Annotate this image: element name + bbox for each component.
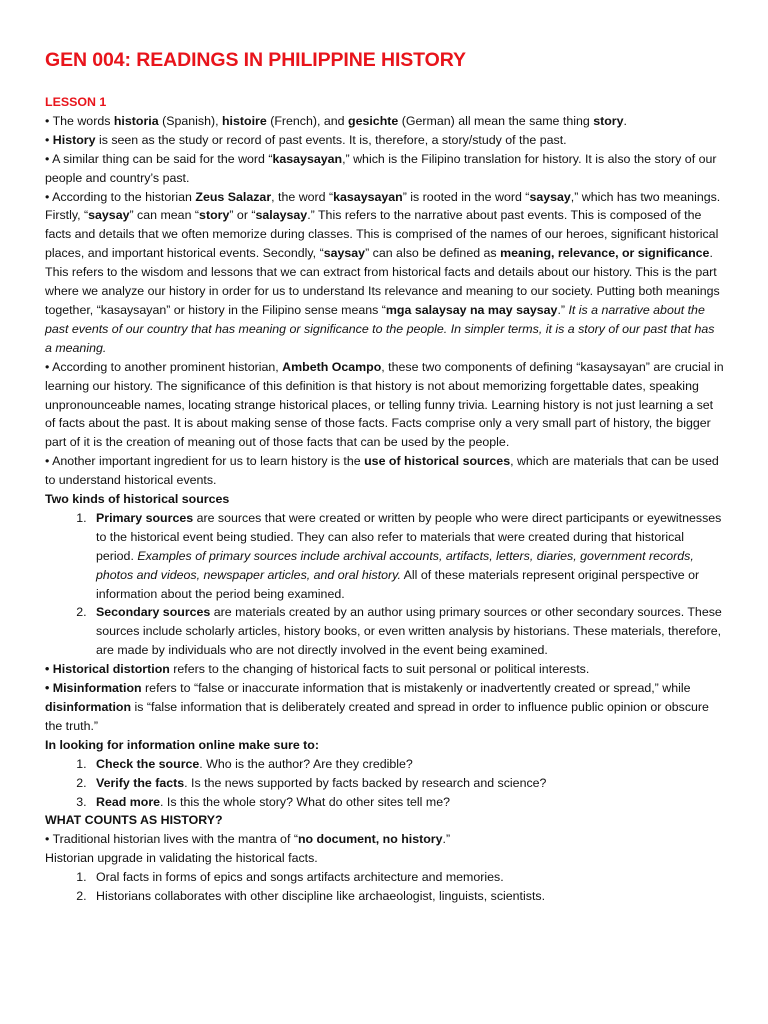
bullet: • [45,189,50,204]
term: disinformation [45,700,132,714]
text: are sources that were created or written by people who were direct participants or eyewitnesses to the historical event being studied. They can also refer to materials that were created during that historical period. [96,510,722,563]
term: saysay [529,189,571,204]
term: saysay [323,246,366,261]
list-item [90,603,724,660]
paragraph-word-origins [45,112,724,131]
text: According to another prominent historian, [52,359,283,374]
list-item [90,755,724,774]
list-item: 1. Oral facts in forms of epics and songs artifacts architecture and memories. [90,868,724,887]
text: .” [442,832,451,847]
emphasis: It is a narrative about the past events of our country that has meaning or significance to the people. In simpler terms, it is a story of our past that has a meaning. [45,302,715,355]
paragraph-zeus-salazar [45,188,724,358]
term: saysay [88,208,130,223]
text: ” or “ [229,208,256,223]
text: . This refers to the wisdom and lessons that we can extract from historical facts and details about our history. This is the part where we analyze our history in order for us to understand Its relevance and meaning to our society. Putting both meanings together, “kasaysayan” or history in the Filipino sense means “ [45,246,720,317]
text: . Is the news supported by facts backed by research and science? [184,775,547,790]
term: Misinformation [52,681,142,696]
paragraph-traditional-historian [45,830,724,849]
emphasis: Examples of primary sources include archival accounts, artifacts, letters, diaries, government records, photos and videos, newspaper articles, and oral history. [96,548,694,582]
text: The words [52,113,114,128]
bullet: • [45,681,50,696]
text: is “false information that is deliberately created and spread in order to influence public opinion or obscure the truth.” [45,700,709,733]
text: ” can also be defined as [365,246,501,261]
term: Read more [96,794,161,809]
term: Secondary sources [96,605,211,620]
text: .” [557,302,569,317]
bullet: • [45,832,50,847]
term: Historical distortion [52,662,170,677]
paragraph-historical-distortion [45,660,724,679]
text: A similar thing can be said for the word “ [52,151,273,166]
online-checklist [45,755,724,812]
term: History [52,132,96,147]
text: are materials created by an author using primary sources or other secondary sources. These sources include scholarly articles, history books, or even written analysis by historians. These materials, therefore, are made by individuals who are not directly involved in the event being examined. [96,605,722,658]
term: story [199,208,230,223]
text: ,” which has two meanings. Firstly, “ [45,189,721,223]
sources-list [45,509,724,660]
term: story [593,113,624,128]
text: ,” which is the Filipino translation for history. It is also the story of our people and country’s past. [45,151,717,185]
what-counts-heading [45,811,724,830]
lesson-heading: LESSON 1 [45,95,107,109]
list-item [90,509,724,604]
text: refers to the changing of historical facts to suit personal or political interests. [169,662,590,677]
paragraph-kasaysayan [45,150,724,188]
list-item [90,793,724,812]
term: Zeus Salazar [195,189,272,204]
term: kasaysayan [272,151,343,166]
text: All of these materials represent original perspective or information about the period being examined. [96,567,700,601]
paragraph-historical-sources [45,452,724,490]
text: ” is rooted in the word “ [402,189,530,204]
text: According to the historian [52,189,196,204]
term: mga salaysay na may saysay [385,302,558,317]
text: refers to “false or inaccurate information that is mistakenly or inadvertently created or spread,” while [141,681,691,696]
term: use of historical sources [364,454,511,469]
text: , the word “ [271,189,334,204]
list-item: 2. Historians collaborates with other discipline like archaeologist, linguists, scientists. [90,887,724,906]
text: .” This refers to the narrative about past events. This is composed of the facts and details that we often memorize during classes. This is comprised of the names of our heroes, significant historical places, and important historical events. Secondly, “ [45,208,719,261]
text: is seen as the study or record of past events. It is, therefore, a story/study of the past. [95,132,567,147]
list-item [90,774,724,793]
term: salaysay [255,208,308,223]
term: Check the source [96,756,200,771]
paragraph-historian-upgrade: Historian upgrade in validating the historical facts. [45,851,318,866]
text: . [623,113,627,128]
bullet: • [45,454,50,469]
term: gesichte [348,113,399,128]
text: (French), and [266,113,349,128]
bullet: • [45,113,50,128]
heading-text: WHAT COUNTS AS HISTORY? [45,813,223,828]
term: Verify the facts [96,775,185,790]
text: Another important ingredient for us to learn history is the [52,454,365,469]
text: , these two components of defining “kasaysayan” are crucial in learning our history. The significance of this definition is that history is not about memorizing forgettable dates, speaking unpronounceable names, locating strange historical places, or telling funny trivia. Learning history is not just learning a set of facts about the past. It is about making sense of those facts. Facts comprise only a very small part of history, the bigger part of it is the creation of meaning out of those facts that can be used by the people. [45,359,724,450]
sources-heading [45,490,724,509]
text: (German) all mean the same thing [398,113,594,128]
heading-text: Two kinds of historical sources [45,492,230,507]
text: . Is this the whole story? What do other sites tell me? [160,794,450,809]
paragraph-misinformation [45,679,724,736]
text: . Who is the author? Are they credible? [199,756,413,771]
paragraph-ambeth-ocampo [45,358,724,453]
heading-text: In looking for information online make sure to: [45,737,319,752]
bullet: • [45,151,50,166]
text: , which are materials that can be used to understand historical events. [45,454,719,488]
term: kasaysayan [333,189,403,204]
online-heading [45,736,724,755]
bullet: • [45,359,50,374]
text: (Spanish), [158,113,222,128]
paragraph-history-definition [45,131,724,150]
text: Traditional historian lives with the mantra of “ [52,832,298,847]
term: meaning, relevance, or significance [500,246,710,261]
upgrades-list [45,868,724,906]
term: Primary sources [96,510,194,525]
term: no document, no history [297,832,443,847]
text: ” can mean “ [129,208,200,223]
document-title: GEN 004: READINGS IN PHILIPPINE HISTORY [45,49,466,71]
bullet: • [45,662,50,677]
term: historia [113,113,159,128]
term: Ambeth Ocampo [282,359,382,374]
bullet: • [45,132,50,147]
term: histoire [221,113,267,128]
